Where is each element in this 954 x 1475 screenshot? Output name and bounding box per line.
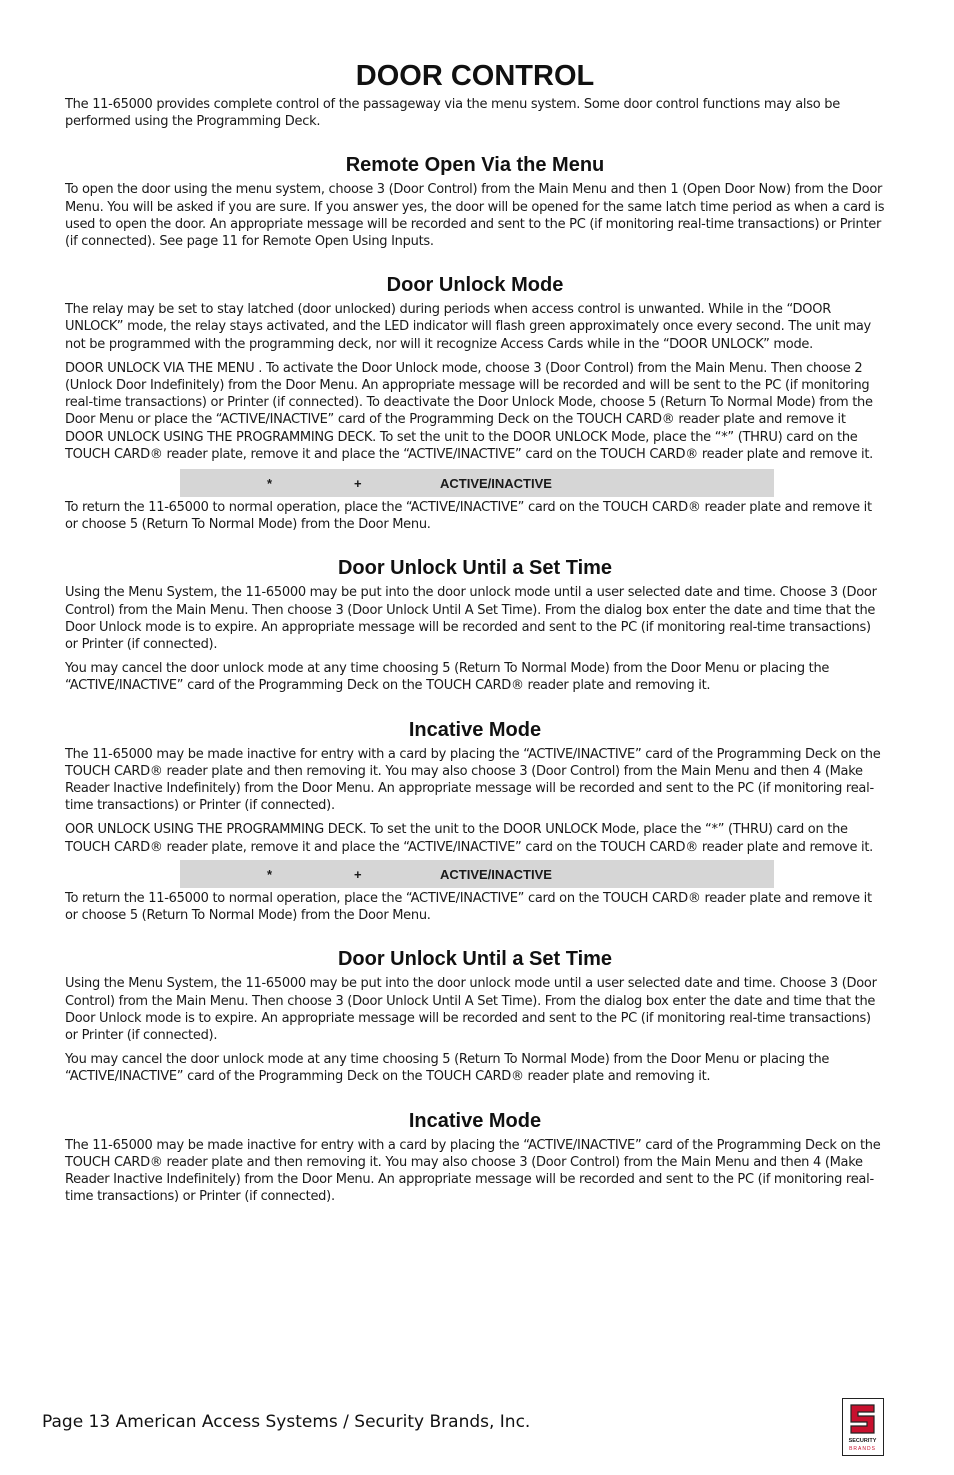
section-heading-inactive-1: Incative Mode (408, 718, 542, 741)
inactive-1-paragraph-1: The 11-65000 may be made inactive for entry with a card by placing the “ACTIVE/INACTIVE” card of the Programming Deck on the TOUCH CARD® reader plate and then removing it. You may also choose 3 (Door Control) from the Main Menu and then 4 (Make Reader Inactive Indefinitely) from the Door Menu. An appropriate message will be recorded and sent to the PC (if monitoring real-time transactions) or Printer (if connected). (65, 746, 881, 814)
door-unlock-paragraph-2: DOOR UNLOCK VIA THE MENU . To activate the Door Unlock mode, choose 3 (Door Control) from the Main Menu. Then choose 2 (Unlock Door Indefinitely) from the Door Menu. An appropriate message will be recorded and will be sent to the PC (if monitoring real-time transactions) or Printer (if connected). To deactivate the Door Unlock Mode, choose 5 (Return To Normal Mode) from the Door Menu or place the “ACTIVE/INACTIVE” card of the Programming Deck on the TOUCH CARD® reader plate and remove it DOOR UNLOCK USING THE PROGRAMMING DECK. To set the unit to the DOOR UNLOCK Mode, place the “*” (THRU) card on the TOUCH CARD® reader plate, remove it and place the “ACTIVE/INACTIVE” card on the TOUCH CARD® reader plate and remove it. (65, 360, 874, 462)
door-unlock-paragraph-1: The relay may be set to stay latched (door unlocked) during periods when access control is unwanted. While in the “DOOR UNLOCK” mode, the relay stays activated, and the LED indicator will flash green approximately once every second. The unit may not be programmed with the programming deck, nor will it recognize Access Cards while in the “DOOR UNLOCK” mode. (65, 302, 871, 352)
unlock-until-2-paragraph-2: You may cancel the door unlock mode at any time choosing 5 (Return To Normal Mode) from the Door Menu or placing the “ACTIVE/INACTIVE” card of the Programming Deck on the TOUCH CARD® reader plate and removing it. (65, 1052, 830, 1085)
card-combination-bar (180, 860, 774, 888)
thru-card-symbol: * (267, 866, 273, 882)
inactive-1-paragraph-3: To return the 11-65000 to normal operation, place the “ACTIVE/INACTIVE” card on the TOUCH CARD® reader plate and remove it or choose 5 (Return To Normal Mode) from the Door Menu. (65, 890, 872, 924)
unlock-until-1-paragraph-2: You may cancel the door unlock mode at any time choosing 5 (Return To Normal Mode) from the Door Menu or placing the “ACTIVE/INACTIVE” card of the Programming Deck on the TOUCH CARD® reader plate and removing it. (65, 661, 830, 694)
security-brands-logo (842, 1398, 884, 1456)
section-heading-unlock-until-1: Door Unlock Until a Set Time (337, 557, 613, 580)
logo-text-security: SECURITY (848, 1438, 877, 1444)
page-footer: Page 13 American Access Systems / Security Brands, Inc. (42, 1412, 531, 1432)
card-combination-bar (180, 469, 774, 497)
section-heading-inactive-2: Incative Mode (408, 1109, 542, 1132)
thru-card-symbol: * (267, 476, 273, 492)
page-title: DOOR CONTROL (355, 60, 595, 92)
unlock-until-2-paragraph-1: Using the Menu System, the 11-65000 may be put into the door unlock mode until a user selected date and time. Choose 3 (Door Control) from the Main Menu. Then choose 3 (Door Unlock Until A Set Time). From the dialog box enter the date and time that the Door Unlock mode is to expire. An appropriate message will be recorded and sent to the PC (if monitoring real-time transactions) or Printer (if connected). (65, 976, 877, 1043)
section-heading-door-unlock: Door Unlock Mode (386, 274, 564, 297)
logo-text-brands: BRANDS (849, 1446, 876, 1452)
unlock-until-1-paragraph-1: Using the Menu System, the 11-65000 may be put into the door unlock mode until a user selected date and time. Choose 3 (Door Control) from the Main Menu. Then choose 3 (Door Unlock Until A Set Time). From the dialog box enter the date and time that the Door Unlock mode is to expire. An appropriate message will be recorded and sent to the PC (if monitoring real-time transactions) or Printer (if connected). (65, 585, 877, 653)
section-heading-unlock-until-2: Door Unlock Until a Set Time (337, 948, 613, 971)
active-inactive-card-label: ACTIVE/INACTIVE (440, 476, 552, 492)
door-unlock-paragraph-3: To return the 11-65000 to normal operation, place the “ACTIVE/INACTIVE” card on the TOUCH CARD® reader plate and remove it or choose 5 (Return To Normal Mode) from the Door Menu. (65, 500, 872, 533)
inactive-1-paragraph-2: OOR UNLOCK USING THE PROGRAMMING DECK. To set the unit to the DOOR UNLOCK Mode, place the “*” (THRU) card on the TOUCH CARD® reader plate, remove it and place the “ACTIVE/INACTIVE” card on the TOUCH CARD® reader plate and remove it. (65, 822, 874, 855)
plus-symbol: + (354, 476, 362, 492)
remote-open-paragraph: To open the door using the menu system, choose 3 (Door Control) from the Main Menu and then 1 (Open Door Now) from the Door Menu. You will be asked if you are sure. If you answer yes, the door will be opened for the same latch time period as when a card is used to open the door. An appropriate message will be recorded and sent to the PC (if monitoring real-time transactions) or Printer (if connected). See page 11 for Remote Open Using Inputs. (65, 182, 885, 250)
active-inactive-card-label: ACTIVE/INACTIVE (440, 866, 552, 882)
inactive-2-paragraph-1: The 11-65000 may be made inactive for entry with a card by placing the “ACTIVE/INACTIVE” card of the Programming Deck on the TOUCH CARD® reader plate and then removing it. You may also choose 3 (Door Control) from the Main Menu and then 4 (Make Reader Inactive Indefinitely) from the Door Menu. An appropriate message will be recorded and sent to the PC (if monitoring real-time transactions) or Printer (if connected). (65, 1137, 881, 1205)
document-page (65, 56, 885, 1205)
intro-paragraph: The 11-65000 provides complete control of the passageway via the menu system. Some door control functions may also be performed using the Programming Deck. (65, 97, 840, 130)
s-monogram-icon (843, 1399, 882, 1439)
section-heading-remote-open: Remote Open Via the Menu (345, 154, 605, 177)
plus-symbol: + (354, 866, 362, 882)
